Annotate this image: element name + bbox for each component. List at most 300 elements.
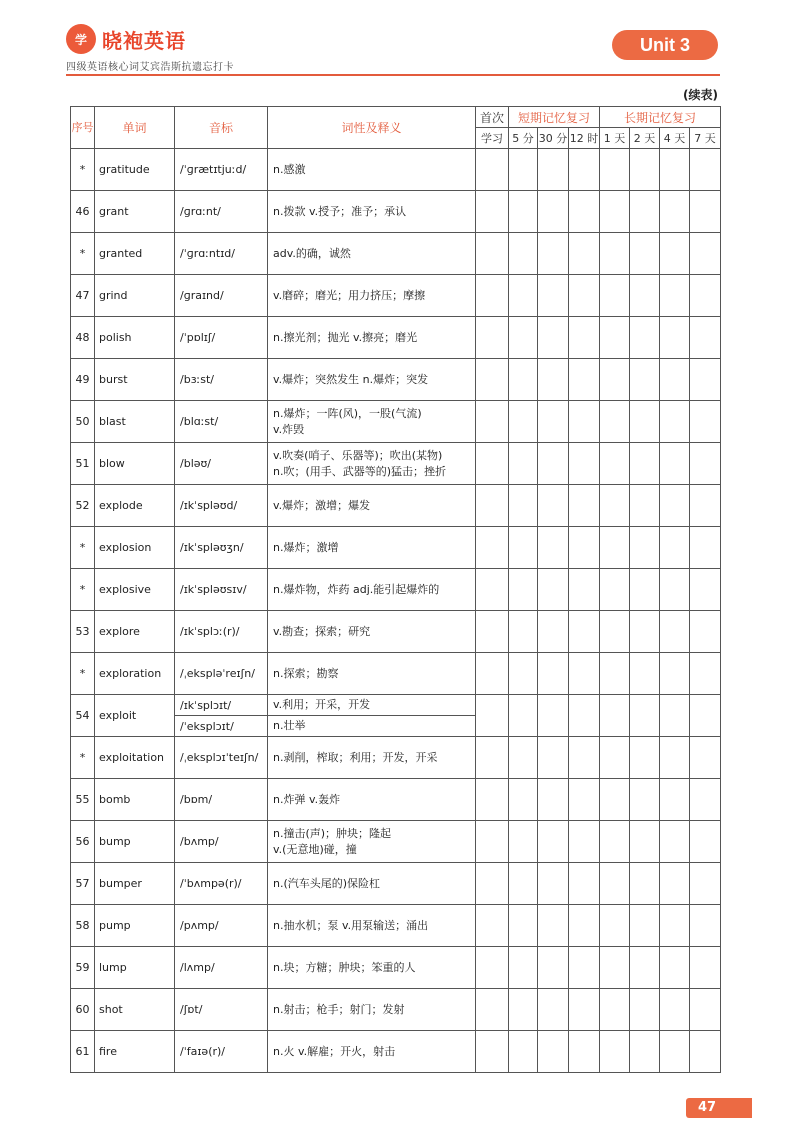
check-cell-30min[interactable]	[538, 947, 569, 989]
row-phonetic: /ˈpɒlɪʃ/	[175, 317, 268, 359]
check-cell-7day[interactable]	[690, 737, 721, 779]
row-seq: 59	[71, 947, 95, 989]
definition-line: n.射击；枪手；射门；发射	[273, 1002, 405, 1016]
row-seq: 61	[71, 1031, 95, 1073]
check-cell-7day[interactable]	[690, 653, 721, 695]
check-cell-first[interactable]	[476, 905, 509, 947]
check-cell-5min[interactable]	[509, 275, 538, 317]
check-cell-30min[interactable]	[538, 149, 569, 191]
check-cell-12h[interactable]	[569, 233, 600, 275]
check-cell-5min[interactable]	[509, 485, 538, 527]
check-cell-7day[interactable]	[690, 527, 721, 569]
row-phonetic: /bləʊ/	[175, 443, 268, 485]
check-cell-1day[interactable]	[600, 317, 630, 359]
row-phonetic: /ˈbʌmpə(r)/	[175, 863, 268, 905]
check-cell-4day[interactable]	[660, 737, 690, 779]
check-cell-7day[interactable]	[690, 1031, 721, 1073]
check-cell-2day[interactable]	[630, 485, 660, 527]
vocabulary-rows-continued	[71, 737, 721, 1073]
check-cell-first[interactable]	[476, 653, 509, 695]
table-row	[71, 989, 721, 1031]
check-cell-4day[interactable]	[660, 1031, 690, 1073]
check-cell-first[interactable]	[476, 233, 509, 275]
check-cell-5min[interactable]	[509, 863, 538, 905]
check-cell-2day[interactable]	[630, 401, 660, 443]
check-cell-1day[interactable]	[600, 149, 630, 191]
table-row	[71, 317, 721, 359]
check-cell-2day[interactable]	[630, 863, 660, 905]
row-phonetic: /bʌmp/	[175, 821, 268, 863]
check-cell-7day[interactable]	[690, 233, 721, 275]
row-definition	[268, 233, 476, 275]
check-cell-1day[interactable]	[600, 989, 630, 1031]
row-phonetic: /ɡrɑːnt/	[175, 191, 268, 233]
check-cell-7day[interactable]	[690, 611, 721, 653]
row-phonetic: /pʌmp/	[175, 905, 268, 947]
row-definition	[268, 275, 476, 317]
check-cell-1day[interactable]	[600, 443, 630, 485]
check-cell-first[interactable]	[476, 611, 509, 653]
table-row	[71, 1031, 721, 1073]
check-cell-7day[interactable]	[690, 401, 721, 443]
check-cell-1day[interactable]	[600, 401, 630, 443]
row-seq: *	[71, 569, 95, 611]
check-cell-1day[interactable]	[600, 779, 630, 821]
check-cell-7day[interactable]	[690, 275, 721, 317]
check-cell-12h[interactable]	[569, 149, 600, 191]
table-row	[71, 779, 721, 821]
row-phonetic: /ˈɡrætɪtjuːd/	[175, 149, 268, 191]
check-cell-2day[interactable]	[630, 443, 660, 485]
col-header-2day: 2 天	[630, 128, 660, 149]
check-cell-12h[interactable]	[569, 611, 600, 653]
check-cell-7day[interactable]	[690, 191, 721, 233]
row-seq: 49	[71, 359, 95, 401]
definition-line: n.块；方糖；肿块；笨重的人	[273, 960, 416, 974]
check-cell-1day[interactable]	[600, 905, 630, 947]
definition-line: n.抽水机；泵 v.用泵输送；涌出	[273, 918, 429, 932]
row-phonetic: /ˌekspləˈreɪʃn/	[175, 653, 268, 695]
check-cell-4day[interactable]	[660, 905, 690, 947]
col-header-short-term: 短期记忆复习	[509, 107, 600, 128]
check-cell-1day[interactable]	[600, 191, 630, 233]
check-cell-4day[interactable]	[660, 359, 690, 401]
check-cell-5min[interactable]	[509, 989, 538, 1031]
check-cell-first[interactable]	[476, 695, 509, 737]
check-cell-30min[interactable]	[538, 401, 569, 443]
check-cell-first[interactable]	[476, 947, 509, 989]
row-phonetic: /ɪkˈspləʊd/	[175, 485, 268, 527]
check-cell-5min[interactable]	[509, 233, 538, 275]
check-cell-12h[interactable]	[569, 863, 600, 905]
check-cell-5min[interactable]	[509, 821, 538, 863]
row-definition	[268, 359, 476, 401]
row-word: explore	[95, 611, 175, 653]
row-definition	[268, 401, 476, 443]
definition-line: n.擦光剂；抛光 v.擦亮；磨光	[273, 330, 418, 344]
row-definition	[268, 317, 476, 359]
table-row	[71, 947, 721, 989]
table-row	[71, 485, 721, 527]
check-cell-2day[interactable]	[630, 569, 660, 611]
check-cell-30min[interactable]	[538, 779, 569, 821]
col-header-1day: 1 天	[600, 128, 630, 149]
check-cell-1day[interactable]	[600, 485, 630, 527]
check-cell-12h[interactable]	[569, 569, 600, 611]
check-cell-4day[interactable]	[660, 149, 690, 191]
check-cell-first[interactable]	[476, 737, 509, 779]
check-cell-2day[interactable]	[630, 233, 660, 275]
check-cell-1day[interactable]	[600, 527, 630, 569]
row-word: exploit	[95, 695, 175, 737]
check-cell-5min[interactable]	[509, 653, 538, 695]
check-cell-30min[interactable]	[538, 191, 569, 233]
check-cell-2day[interactable]	[630, 149, 660, 191]
check-cell-5min[interactable]	[509, 359, 538, 401]
check-cell-30min[interactable]	[538, 989, 569, 1031]
check-cell-30min[interactable]	[538, 527, 569, 569]
check-cell-30min[interactable]	[538, 275, 569, 317]
brand-logo	[66, 24, 186, 54]
check-cell-4day[interactable]	[660, 527, 690, 569]
row-word: shot	[95, 989, 175, 1031]
definition-line: v.磨碎；磨光；用力挤压；摩擦	[273, 288, 426, 302]
check-cell-12h[interactable]	[569, 191, 600, 233]
check-cell-30min[interactable]	[538, 233, 569, 275]
row-word: explosion	[95, 527, 175, 569]
check-cell-12h[interactable]	[569, 821, 600, 863]
check-cell-4day[interactable]	[660, 485, 690, 527]
row-definition	[268, 149, 476, 191]
row-definition	[268, 905, 476, 947]
row-word: blow	[95, 443, 175, 485]
check-cell-7day[interactable]	[690, 989, 721, 1031]
check-cell-12h[interactable]	[569, 947, 600, 989]
header-divider	[66, 74, 720, 76]
check-cell-12h[interactable]	[569, 401, 600, 443]
check-cell-2day[interactable]	[630, 275, 660, 317]
col-header-definition: 词性及释义	[268, 107, 476, 149]
row-phonetic: /ɪkˈspləʊʒn/	[175, 527, 268, 569]
definition-line: n.爆炸；一阵(风)，一股(气流)	[273, 406, 422, 420]
check-cell-4day[interactable]	[660, 779, 690, 821]
row-word: bomb	[95, 779, 175, 821]
check-cell-30min[interactable]	[538, 737, 569, 779]
definition-line: n.火 v.解雇；开火，射击	[273, 1044, 396, 1058]
row-word: exploration	[95, 653, 175, 695]
row-word: blast	[95, 401, 175, 443]
check-cell-12h[interactable]	[569, 737, 600, 779]
check-cell-1day[interactable]	[600, 359, 630, 401]
row-seq: 58	[71, 905, 95, 947]
check-cell-4day[interactable]	[660, 401, 690, 443]
check-cell-1day[interactable]	[600, 275, 630, 317]
check-cell-1day[interactable]	[600, 569, 630, 611]
row-word: exploitation	[95, 737, 175, 779]
table-row	[71, 611, 721, 653]
check-cell-4day[interactable]	[660, 947, 690, 989]
check-cell-7day[interactable]	[690, 947, 721, 989]
check-cell-7day[interactable]	[690, 695, 721, 737]
check-cell-first[interactable]	[476, 821, 509, 863]
col-header-long-term: 长期记忆复习	[600, 107, 721, 128]
check-cell-30min[interactable]	[538, 359, 569, 401]
check-cell-7day[interactable]	[690, 821, 721, 863]
col-header-5min: 5 分	[509, 128, 538, 149]
check-cell-2day[interactable]	[630, 611, 660, 653]
row-phonetic: /ˈfaɪə(r)/	[175, 1031, 268, 1073]
check-cell-7day[interactable]	[690, 359, 721, 401]
check-cell-12h[interactable]	[569, 653, 600, 695]
check-cell-12h[interactable]	[569, 695, 600, 737]
table-row	[71, 653, 721, 695]
row-definition: v.利用；开采，开发	[268, 695, 476, 716]
definition-line: v.勘查；探索；研究	[273, 624, 371, 638]
row-definition	[268, 821, 476, 863]
check-cell-12h[interactable]	[569, 359, 600, 401]
row-word: burst	[95, 359, 175, 401]
check-cell-4day[interactable]	[660, 695, 690, 737]
check-cell-1day[interactable]	[600, 653, 630, 695]
check-cell-12h[interactable]	[569, 905, 600, 947]
check-cell-12h[interactable]	[569, 275, 600, 317]
check-cell-4day[interactable]	[660, 569, 690, 611]
col-header-4day: 4 天	[660, 128, 690, 149]
definition-line: n.(汽车头尾的)保险杠	[273, 876, 381, 890]
definition-line: v.爆炸；突然发生 n.爆炸；突发	[273, 372, 429, 386]
row-seq: *	[71, 527, 95, 569]
row-phonetic: /blɑːst/	[175, 401, 268, 443]
check-cell-30min[interactable]	[538, 569, 569, 611]
check-cell-first[interactable]	[476, 989, 509, 1031]
check-cell-12h[interactable]	[569, 485, 600, 527]
row-phonetic: /ˈeksplɔɪt/	[175, 716, 268, 737]
check-cell-first[interactable]	[476, 401, 509, 443]
check-cell-30min[interactable]	[538, 905, 569, 947]
check-cell-4day[interactable]	[660, 653, 690, 695]
row-definition	[268, 611, 476, 653]
check-cell-30min[interactable]	[538, 611, 569, 653]
check-cell-first[interactable]	[476, 863, 509, 905]
check-cell-2day[interactable]	[630, 905, 660, 947]
check-cell-2day[interactable]	[630, 191, 660, 233]
definition-line: n.感激	[273, 162, 306, 176]
table-row	[71, 359, 721, 401]
check-cell-4day[interactable]	[660, 443, 690, 485]
check-cell-1day[interactable]	[600, 821, 630, 863]
check-cell-7day[interactable]	[690, 485, 721, 527]
check-cell-7day[interactable]	[690, 863, 721, 905]
row-seq: *	[71, 149, 95, 191]
check-cell-2day[interactable]	[630, 653, 660, 695]
row-definition	[268, 527, 476, 569]
check-cell-first[interactable]	[476, 779, 509, 821]
check-cell-5min[interactable]	[509, 1031, 538, 1073]
check-cell-5min[interactable]	[509, 443, 538, 485]
check-cell-1day[interactable]	[600, 233, 630, 275]
check-cell-12h[interactable]	[569, 779, 600, 821]
check-cell-7day[interactable]	[690, 779, 721, 821]
row-phonetic: /ɪkˈsplɔː(r)/	[175, 611, 268, 653]
check-cell-2day[interactable]	[630, 947, 660, 989]
check-cell-1day[interactable]	[600, 695, 630, 737]
table-row	[71, 863, 721, 905]
row-phonetic: /bɜːst/	[175, 359, 268, 401]
check-cell-7day[interactable]	[690, 905, 721, 947]
row-phonetic: /ˈɡrɑːntɪd/	[175, 233, 268, 275]
check-cell-30min[interactable]	[538, 317, 569, 359]
row-word: explosive	[95, 569, 175, 611]
table-row	[71, 821, 721, 863]
check-cell-1day[interactable]	[600, 737, 630, 779]
vocabulary-table	[70, 106, 721, 1073]
check-cell-12h[interactable]	[569, 527, 600, 569]
check-cell-5min[interactable]	[509, 779, 538, 821]
row-word: bump	[95, 821, 175, 863]
check-cell-12h[interactable]	[569, 317, 600, 359]
header-row-1	[71, 107, 721, 128]
check-cell-5min[interactable]	[509, 149, 538, 191]
table-row	[71, 443, 721, 485]
check-cell-30min[interactable]	[538, 695, 569, 737]
check-cell-12h[interactable]	[569, 989, 600, 1031]
check-cell-first[interactable]	[476, 275, 509, 317]
check-cell-first[interactable]	[476, 191, 509, 233]
check-cell-1day[interactable]	[600, 1031, 630, 1073]
definition-line: n.吹；(用手、武器等的)猛击；挫折	[273, 464, 447, 478]
check-cell-2day[interactable]	[630, 989, 660, 1031]
check-cell-2day[interactable]	[630, 695, 660, 737]
check-cell-4day[interactable]	[660, 989, 690, 1031]
check-cell-7day[interactable]	[690, 569, 721, 611]
check-cell-2day[interactable]	[630, 821, 660, 863]
row-definition	[268, 653, 476, 695]
row-definition: n.壮举	[268, 716, 476, 737]
row-word: polish	[95, 317, 175, 359]
check-cell-30min[interactable]	[538, 821, 569, 863]
check-cell-5min[interactable]	[509, 191, 538, 233]
row-definition	[268, 569, 476, 611]
check-cell-5min[interactable]	[509, 317, 538, 359]
row-seq: 54	[71, 695, 95, 737]
row-definition	[268, 947, 476, 989]
check-cell-2day[interactable]	[630, 737, 660, 779]
row-phonetic: /ɪkˈsplɔɪt/	[175, 695, 268, 716]
check-cell-30min[interactable]	[538, 443, 569, 485]
check-cell-7day[interactable]	[690, 149, 721, 191]
row-seq: 57	[71, 863, 95, 905]
definition-line: n.拨款 v.授予；准予；承认	[273, 204, 407, 218]
check-cell-5min[interactable]	[509, 905, 538, 947]
col-header-30min: 30 分	[538, 128, 569, 149]
check-cell-12h[interactable]	[569, 1031, 600, 1073]
row-word: grind	[95, 275, 175, 317]
check-cell-first[interactable]	[476, 317, 509, 359]
row-word: bumper	[95, 863, 175, 905]
table-row	[71, 191, 721, 233]
check-cell-12h[interactable]	[569, 443, 600, 485]
check-cell-7day[interactable]	[690, 317, 721, 359]
check-cell-30min[interactable]	[538, 863, 569, 905]
check-cell-4day[interactable]	[660, 611, 690, 653]
check-cell-5min[interactable]	[509, 569, 538, 611]
check-cell-1day[interactable]	[600, 863, 630, 905]
check-cell-first[interactable]	[476, 359, 509, 401]
row-definition	[268, 485, 476, 527]
row-definition	[268, 1031, 476, 1073]
definition-line: n.炸弹 v.轰炸	[273, 792, 341, 806]
check-cell-2day[interactable]	[630, 779, 660, 821]
row-phonetic: /bɒm/	[175, 779, 268, 821]
book-subtitle: 四级英语核心词艾宾浩斯抗遗忘打卡	[66, 62, 234, 73]
check-cell-4day[interactable]	[660, 233, 690, 275]
row-definition	[268, 989, 476, 1031]
logo-text: 晓袍英语	[102, 28, 186, 53]
check-cell-2day[interactable]	[630, 317, 660, 359]
row-seq: *	[71, 233, 95, 275]
check-cell-2day[interactable]	[630, 527, 660, 569]
check-cell-4day[interactable]	[660, 275, 690, 317]
vocabulary-split-row	[71, 695, 721, 737]
definition-line: n.爆炸；激增	[273, 540, 339, 554]
check-cell-first[interactable]	[476, 485, 509, 527]
check-cell-first[interactable]	[476, 149, 509, 191]
check-cell-first[interactable]	[476, 569, 509, 611]
check-cell-5min[interactable]	[509, 527, 538, 569]
check-cell-5min[interactable]	[509, 695, 538, 737]
check-cell-4day[interactable]	[660, 863, 690, 905]
check-cell-first[interactable]	[476, 443, 509, 485]
unit-badge: Unit 3	[612, 30, 718, 60]
row-phonetic: /ɡraɪnd/	[175, 275, 268, 317]
definition-line: n.爆炸物，炸药 adj.能引起爆炸的	[273, 582, 440, 596]
table-row	[71, 737, 721, 779]
check-cell-5min[interactable]	[509, 737, 538, 779]
row-word: granted	[95, 233, 175, 275]
definition-line: adv.的确，诚然	[273, 246, 351, 260]
row-phonetic: /lʌmp/	[175, 947, 268, 989]
table-row	[71, 275, 721, 317]
col-header-word: 单词	[95, 107, 175, 149]
vocabulary-rows	[71, 149, 721, 695]
check-cell-5min[interactable]	[509, 947, 538, 989]
col-header-7day: 7 天	[690, 128, 721, 149]
check-cell-7day[interactable]	[690, 443, 721, 485]
check-cell-first[interactable]	[476, 1031, 509, 1073]
check-cell-30min[interactable]	[538, 653, 569, 695]
check-cell-30min[interactable]	[538, 485, 569, 527]
page-number: 47	[686, 1098, 752, 1118]
definition-line: v.炸毁	[273, 422, 305, 436]
check-cell-30min[interactable]	[538, 1031, 569, 1073]
table-row	[71, 401, 721, 443]
row-seq: 48	[71, 317, 95, 359]
check-cell-5min[interactable]	[509, 401, 538, 443]
check-cell-2day[interactable]	[630, 359, 660, 401]
check-cell-2day[interactable]	[630, 1031, 660, 1073]
check-cell-4day[interactable]	[660, 821, 690, 863]
col-header-phonetic: 音标	[175, 107, 268, 149]
check-cell-5min[interactable]	[509, 611, 538, 653]
check-cell-4day[interactable]	[660, 317, 690, 359]
check-cell-first[interactable]	[476, 527, 509, 569]
table-row	[71, 233, 721, 275]
check-cell-4day[interactable]	[660, 191, 690, 233]
row-phonetic: /ʃɒt/	[175, 989, 268, 1031]
check-cell-1day[interactable]	[600, 947, 630, 989]
check-cell-1day[interactable]	[600, 611, 630, 653]
row-word: gratitude	[95, 149, 175, 191]
